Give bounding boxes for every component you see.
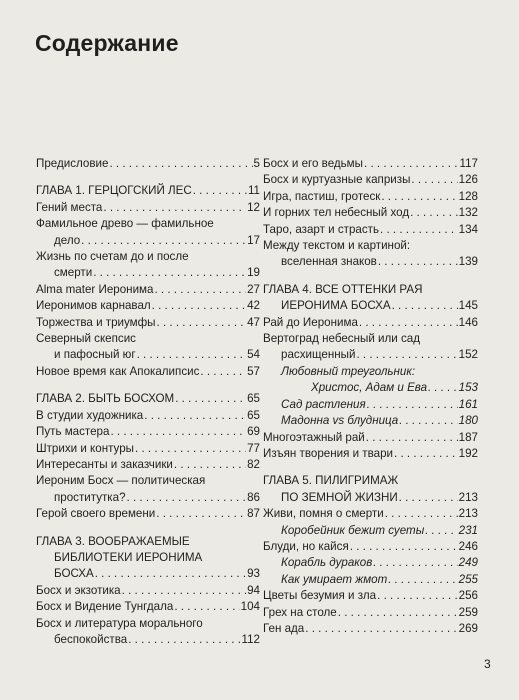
toc-entry-title: Сад растления xyxy=(281,397,366,411)
leader-dots xyxy=(175,391,246,407)
toc-entry-page: 134 xyxy=(458,222,478,236)
toc-entry-page: 249 xyxy=(458,556,478,570)
toc-entry-title: Босх и Видение Тунгдала xyxy=(36,600,174,614)
leader-dots xyxy=(103,200,246,216)
toc-entry-title: Как умирает жмот xyxy=(281,572,388,586)
toc-entry-page: 117 xyxy=(459,157,478,170)
toc-entry-page: 69 xyxy=(247,425,260,439)
toc-entry-title: ГЛАВА 1. ГЕРЦОГСКИЙ ЛЕС xyxy=(36,184,192,198)
toc-entry xyxy=(263,506,478,522)
toc-entry-title: Штрихи и контуры xyxy=(36,441,134,455)
toc-entry-title: смерти xyxy=(54,266,93,280)
leader-dots xyxy=(359,315,458,331)
toc-entry-page: 104 xyxy=(240,600,260,614)
leader-dots xyxy=(356,347,457,363)
toc-entry-page: 213 xyxy=(458,490,478,504)
toc-entry-title: Предисловие xyxy=(36,157,109,170)
toc-entry-title: Игра, пастиш, гротеск xyxy=(263,189,381,203)
leader-dots xyxy=(127,490,247,506)
toc-entry-title: ИЕРОНИМА БОСХА xyxy=(281,299,391,313)
toc-entry-title: Христос, Адам и Ева xyxy=(311,381,428,395)
leader-dots xyxy=(157,315,247,331)
toc-entry xyxy=(36,200,260,216)
toc-entry xyxy=(263,588,478,604)
toc-entry-title: Фамильное древо — фамильное xyxy=(36,217,214,231)
toc-entry-title: Босх и литература морального xyxy=(36,616,203,630)
toc-entry-title: Вертоград небесный или сад xyxy=(263,332,420,346)
toc-entry xyxy=(263,189,478,205)
leader-dots xyxy=(305,621,457,637)
toc-entry-title: Торжества и триумфы xyxy=(36,315,156,329)
toc-entry xyxy=(36,506,260,522)
leader-dots xyxy=(122,583,246,599)
toc-entry xyxy=(36,441,260,457)
leader-dots xyxy=(385,506,458,522)
toc-entry-title: Многоэтажный рай xyxy=(263,430,365,444)
toc-entry-title: Alma mater Иеронима xyxy=(36,282,154,296)
page-number: 3 xyxy=(484,657,491,671)
toc-entry xyxy=(263,315,478,331)
toc-entry-title: Жизнь по счетам до и после xyxy=(36,250,189,264)
toc-entry-title: Интересанты и заказчики xyxy=(36,457,173,471)
toc-entry-title: Иеронимов карнавал xyxy=(36,299,151,313)
page-title: Содержание xyxy=(35,30,179,56)
toc-entry-title: Северный скепсис xyxy=(36,332,136,346)
toc-entry-page: 19 xyxy=(247,266,260,280)
toc-entry-page: 82 xyxy=(247,457,260,471)
leader-dots xyxy=(135,441,246,457)
toc-entry xyxy=(36,364,260,380)
leader-dots xyxy=(377,588,458,604)
toc-entry-page: 269 xyxy=(458,621,478,635)
toc-entry-page: 87 xyxy=(247,507,260,521)
toc-entry-page: 65 xyxy=(247,408,260,422)
leader-dots xyxy=(174,457,246,473)
leader-dots xyxy=(152,298,246,314)
toc-entry-title: Ген ада xyxy=(263,621,305,635)
toc-entry-title: ГЛАВА 3. ВООБРАЖАЕМЫЕ xyxy=(36,534,190,548)
toc-entry-title: Герой своего времени xyxy=(36,507,156,521)
toc-entry-title: ПО ЗЕМНОЙ ЖИЗНИ xyxy=(281,490,398,504)
leader-dots xyxy=(81,233,246,249)
toc-entry xyxy=(36,457,260,473)
leader-dots xyxy=(350,539,458,555)
toc-entry xyxy=(263,222,478,238)
toc-entry-page: 132 xyxy=(458,206,478,220)
toc-entry xyxy=(36,156,260,172)
toc-entry xyxy=(36,424,260,440)
leader-dots xyxy=(193,183,247,199)
toc-entry xyxy=(36,298,260,314)
toc-entry-page: 246 xyxy=(458,539,478,553)
toc-entry-title: В студии художника xyxy=(36,408,144,422)
toc-entry-title: Живи, помня о смерти xyxy=(263,507,384,521)
toc-entry-page: 27 xyxy=(247,282,260,296)
leader-dots xyxy=(137,347,247,363)
toc-entry xyxy=(263,282,478,315)
toc-entry-page: 94 xyxy=(247,583,260,597)
toc-entry xyxy=(263,238,478,271)
toc-entry-title: Иероним Босх — политическая xyxy=(36,474,206,488)
toc-entry-page: 128 xyxy=(458,189,478,203)
toc-entry xyxy=(36,599,260,615)
leader-dots xyxy=(110,424,246,440)
toc-entry-title: Грех на столе xyxy=(263,605,337,619)
toc-entry-page: 126 xyxy=(458,173,478,187)
toc-entry-title: дело xyxy=(54,233,81,247)
toc-entry-page: 65 xyxy=(247,392,260,406)
toc-entry-title: Босх и экзотика xyxy=(36,583,121,597)
toc-entry xyxy=(263,539,478,555)
toc-entry-page: 180 xyxy=(458,414,478,428)
toc-entry-page: 146 xyxy=(458,315,478,329)
toc-entry-page: 11 xyxy=(247,184,260,198)
toc-entry xyxy=(263,413,478,429)
toc-entry xyxy=(263,430,478,446)
toc-entry xyxy=(36,315,260,331)
toc-entry-page: 187 xyxy=(458,430,478,444)
leader-dots xyxy=(144,408,246,424)
toc-entry-page: 54 xyxy=(247,348,260,362)
toc-entry xyxy=(263,156,478,172)
toc-entry-title: Блуди, но кайся xyxy=(263,539,349,553)
toc-entry xyxy=(263,605,478,621)
toc-entry-title: Любовный треугольник: xyxy=(281,364,416,378)
toc-entry xyxy=(263,523,478,539)
toc-entry-title: расхищенный xyxy=(281,348,356,362)
toc-entry-page: 93 xyxy=(247,567,260,581)
toc-entry xyxy=(263,364,478,397)
toc-entry-title: ГЛАВА 4. ВСЕ ОТТЕНКИ РАЯ xyxy=(263,282,423,296)
leader-dots xyxy=(154,282,246,298)
leader-dots xyxy=(381,189,457,205)
toc-entry-title: беспокойства xyxy=(54,632,128,646)
toc-entry-title: Таро, азарт и страсть xyxy=(263,222,379,236)
leader-dots xyxy=(93,265,246,281)
leader-dots xyxy=(174,599,239,615)
toc-entry xyxy=(36,616,260,649)
toc-entry xyxy=(263,397,478,413)
toc-entry xyxy=(263,172,478,188)
toc-entry-title: И горних тел небесный ход xyxy=(263,206,410,220)
toc-entry-title: БИБЛИОТЕКИ ИЕРОНИМА xyxy=(54,550,203,564)
toc-entry-title: проститутка? xyxy=(54,490,126,504)
toc-entry-title: ГЛАВА 5. ПИЛИГРИМАЖ xyxy=(263,474,399,488)
toc-entry xyxy=(263,572,478,588)
toc-entry-page: 112 xyxy=(241,632,260,646)
leader-dots xyxy=(425,523,457,539)
leader-dots xyxy=(128,632,240,648)
toc-entry-title: Босх и куртуазные капризы xyxy=(263,173,411,187)
leader-dots xyxy=(392,298,458,314)
leader-dots xyxy=(378,254,458,270)
toc-entry-title: Гений места xyxy=(36,200,103,214)
leader-dots xyxy=(373,555,457,571)
toc-entry-title: Между текстом и картиной: xyxy=(263,239,411,253)
leader-dots xyxy=(388,572,457,588)
leader-dots xyxy=(95,566,246,582)
toc-entry-page: 12 xyxy=(247,200,260,214)
toc-entry-title: Коробейник бежит суеты xyxy=(281,523,425,537)
leader-dots xyxy=(380,222,458,238)
leader-dots xyxy=(394,446,458,462)
leader-dots xyxy=(156,506,246,522)
toc-entry xyxy=(263,621,478,637)
toc-entry-title: Рай до Иеронима xyxy=(263,315,358,329)
toc-entry-page: 5 xyxy=(253,157,260,170)
toc-entry-title: Цветы безумия и зла xyxy=(263,589,377,603)
toc-entry-page: 153 xyxy=(458,381,478,395)
toc-entry-page: 77 xyxy=(247,441,260,455)
toc-entry-title: Босх и его ведьмы xyxy=(263,157,363,170)
toc-entry-title: Новое время как Апокалипсис xyxy=(36,364,200,378)
toc-entry-title: Изъян творения и твари xyxy=(263,446,394,460)
toc-entry xyxy=(36,183,260,199)
toc-entry xyxy=(263,205,478,221)
leader-dots xyxy=(399,413,457,429)
toc-entry xyxy=(36,583,260,599)
leader-dots xyxy=(109,156,252,172)
toc-column-right xyxy=(263,156,478,637)
toc-entry-page: 161 xyxy=(458,397,478,411)
toc-entry xyxy=(36,408,260,424)
toc-entry-page: 145 xyxy=(458,299,478,313)
toc-entry-title: БОСХА xyxy=(54,567,94,581)
toc-entry-page: 213 xyxy=(458,507,478,521)
toc-entry-page: 86 xyxy=(247,490,260,504)
toc-entry xyxy=(36,391,260,407)
toc-entry-page: 47 xyxy=(247,315,260,329)
leader-dots xyxy=(428,380,458,396)
toc-entry-page: 255 xyxy=(458,572,478,586)
leader-dots xyxy=(366,430,458,446)
toc-entry-page: 256 xyxy=(458,589,478,603)
toc-entry-title: ГЛАВА 2. БЫТЬ БОСХОМ xyxy=(36,392,175,406)
toc-entry-title: вселенная знаков xyxy=(281,255,377,269)
toc-entry xyxy=(263,331,478,364)
toc-entry-title: и пафосный юг xyxy=(54,348,136,362)
leader-dots xyxy=(399,490,458,506)
toc-entry-title: Мадонна vs блудница xyxy=(281,414,399,428)
leader-dots xyxy=(367,397,458,413)
toc-entry-page: 231 xyxy=(458,523,478,537)
toc-entry xyxy=(36,331,260,364)
toc-entry-page: 17 xyxy=(247,233,260,247)
toc-entry-page: 192 xyxy=(458,446,478,460)
leader-dots xyxy=(411,172,457,188)
toc-entry-page: 259 xyxy=(458,605,478,619)
leader-dots xyxy=(200,364,246,380)
toc-entry xyxy=(263,446,478,462)
toc-entry-page: 139 xyxy=(458,255,478,269)
toc-entry xyxy=(263,473,478,506)
toc-entry xyxy=(36,282,260,298)
leader-dots xyxy=(410,205,458,221)
toc-entry xyxy=(263,555,478,571)
toc-entry xyxy=(36,473,260,506)
toc-entry-title: Путь мастера xyxy=(36,425,110,439)
leader-dots xyxy=(364,156,459,172)
toc-column-left xyxy=(36,156,260,648)
toc-entry xyxy=(36,534,260,583)
toc-entry-page: 57 xyxy=(247,364,260,378)
toc-entry-page: 42 xyxy=(247,299,260,313)
toc-entry-page: 152 xyxy=(458,348,478,362)
toc-entry xyxy=(36,216,260,249)
toc-entry xyxy=(36,249,260,282)
leader-dots xyxy=(338,605,458,621)
toc-entry-title: Корабль дураков xyxy=(281,556,373,570)
